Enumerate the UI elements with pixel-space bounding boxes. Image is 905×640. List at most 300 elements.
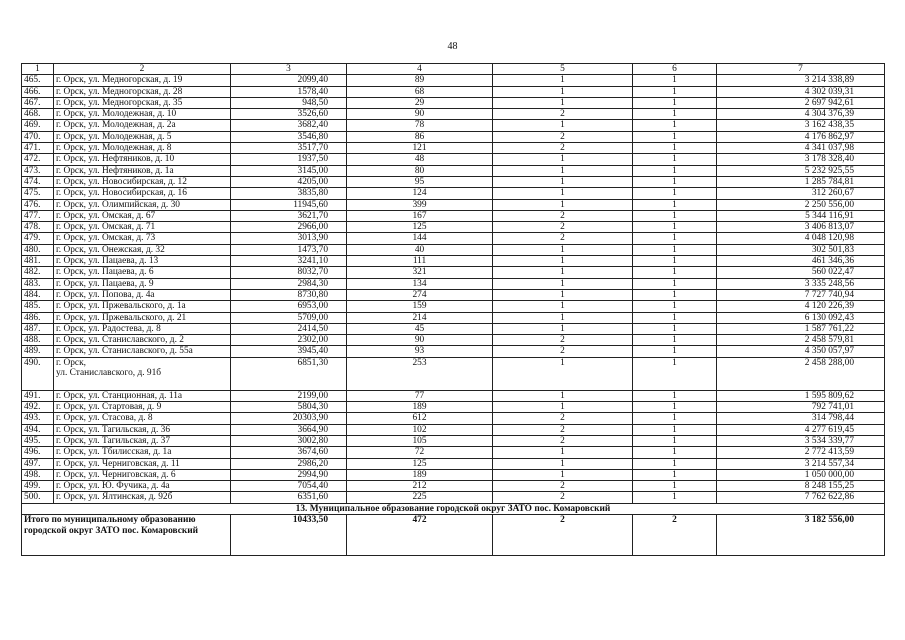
row-number: 466. <box>22 86 54 97</box>
cost: 1 050 000,00 <box>717 469 885 480</box>
col5-value: 2 <box>493 131 633 142</box>
area: 3013,90 <box>231 233 347 244</box>
address: г. Орск, ул. Станиславского, д. 2 <box>54 335 231 346</box>
col6-value: 1 <box>633 458 717 469</box>
column-header: 5 <box>493 64 633 75</box>
residents: 225 <box>347 492 493 503</box>
table-row <box>22 469 885 480</box>
table-row <box>22 143 885 154</box>
col5-value: 1 <box>493 447 633 458</box>
address: г. Орск, ул. Пацаева, д. 6 <box>54 267 231 278</box>
col5-value: 1 <box>493 176 633 187</box>
cost: 3 162 438,35 <box>717 120 885 131</box>
table-row <box>22 176 885 187</box>
col5-value: 2 <box>493 233 633 244</box>
table-row <box>22 244 885 255</box>
cost: 5 344 116,91 <box>717 210 885 221</box>
area: 3664,90 <box>231 424 347 435</box>
table-row <box>22 447 885 458</box>
table-body <box>22 64 885 504</box>
col6-value: 1 <box>633 267 717 278</box>
row-number: 490. <box>22 357 54 390</box>
table-row <box>22 357 885 390</box>
column-header: 7 <box>717 64 885 75</box>
cost: 7 727 740,94 <box>717 289 885 300</box>
col6-value: 1 <box>633 346 717 357</box>
table-footer <box>22 503 885 555</box>
residents: 321 <box>347 267 493 278</box>
col6-value: 1 <box>633 131 717 142</box>
col6-value: 1 <box>633 256 717 267</box>
table-row <box>22 120 885 131</box>
col6-value: 1 <box>633 390 717 401</box>
cost: 4 277 619,45 <box>717 424 885 435</box>
residents: 189 <box>347 469 493 480</box>
cost: 4 120 226,39 <box>717 301 885 312</box>
col6-value: 1 <box>633 97 717 108</box>
row-number: 489. <box>22 346 54 357</box>
total-area: 10433,50 <box>231 514 347 555</box>
row-number: 488. <box>22 335 54 346</box>
col5-value: 1 <box>493 323 633 334</box>
col5-value: 1 <box>493 199 633 210</box>
cost: 3 534 339,77 <box>717 435 885 446</box>
address: г. Орск, ул. Станционная, д. 11а <box>54 390 231 401</box>
col6-value: 1 <box>633 301 717 312</box>
table-row <box>22 199 885 210</box>
col5-value: 1 <box>493 267 633 278</box>
residents: 78 <box>347 120 493 131</box>
col5-value: 1 <box>493 188 633 199</box>
col6-value: 1 <box>633 120 717 131</box>
page-number: 48 <box>447 41 458 52</box>
area: 2099,40 <box>231 75 347 86</box>
area: 2984,30 <box>231 278 347 289</box>
row-number: 471. <box>22 143 54 154</box>
address: г. Орск, ул. Онежская, д. 32 <box>54 244 231 255</box>
row-number: 480. <box>22 244 54 255</box>
address: г. Орск, ул. Пржевальского, д. 1а <box>54 301 231 312</box>
area: 3526,60 <box>231 109 347 120</box>
residents: 95 <box>347 176 493 187</box>
col5-value: 2 <box>493 143 633 154</box>
col6-value: 1 <box>633 165 717 176</box>
address: г. Орск, ул. Пацаева, д. 9 <box>54 278 231 289</box>
area: 8032,70 <box>231 267 347 278</box>
col6-value: 1 <box>633 323 717 334</box>
column-header: 4 <box>347 64 493 75</box>
table-row <box>22 86 885 97</box>
table-row <box>22 256 885 267</box>
area: 3002,80 <box>231 435 347 446</box>
col6-value: 1 <box>633 154 717 165</box>
area: 1578,40 <box>231 86 347 97</box>
col5-value: 1 <box>493 244 633 255</box>
address: г. Орск, ул. Попова, д. 4а <box>54 289 231 300</box>
area: 4205,00 <box>231 176 347 187</box>
address: г. Орск, ул. Стартовая, д. 9 <box>54 402 231 413</box>
cost: 2 697 942,61 <box>717 97 885 108</box>
residents: 105 <box>347 435 493 446</box>
residents: 29 <box>347 97 493 108</box>
residents: 93 <box>347 346 493 357</box>
col6-value: 1 <box>633 357 717 390</box>
address: г. Орск, ул. Молодежная, д. 8 <box>54 143 231 154</box>
col5-value: 1 <box>493 289 633 300</box>
residents: 48 <box>347 154 493 165</box>
cost: 1 285 784,81 <box>717 176 885 187</box>
row-number: 465. <box>22 75 54 86</box>
col6-value: 1 <box>633 75 717 86</box>
table-row <box>22 312 885 323</box>
column-number-row <box>22 64 885 75</box>
residents: 189 <box>347 402 493 413</box>
address: г. Орск, ул. Новосибирская, д. 12 <box>54 176 231 187</box>
address: г. Орск, ул. Омская, д. 71 <box>54 222 231 233</box>
address: г. Орск, ул. Ялтинская, д. 92б <box>54 492 231 503</box>
residents: 90 <box>347 109 493 120</box>
row-number: 467. <box>22 97 54 108</box>
address: г. Орск, ул. Медногорская, д. 35 <box>54 97 231 108</box>
residents: 253 <box>347 357 493 390</box>
residents: 134 <box>347 278 493 289</box>
cost: 1 595 809,62 <box>717 390 885 401</box>
area: 5709,00 <box>231 312 347 323</box>
area: 5804,30 <box>231 402 347 413</box>
col5-value: 1 <box>493 301 633 312</box>
cost: 4 048 120,98 <box>717 233 885 244</box>
table-row <box>22 435 885 446</box>
table-row <box>22 75 885 86</box>
address: г. Орск, ул. Нефтяников, д. 10 <box>54 154 231 165</box>
col5-value: 1 <box>493 86 633 97</box>
address: г. Орск, ул. Ю. Фучика, д. 4а <box>54 481 231 492</box>
area: 3517,70 <box>231 143 347 154</box>
cost: 2 458 579,81 <box>717 335 885 346</box>
row-number: 496. <box>22 447 54 458</box>
residents: 167 <box>347 210 493 221</box>
row-number: 494. <box>22 424 54 435</box>
col5-value: 1 <box>493 469 633 480</box>
address: г. Орск, ул. Тагильская, д. 36 <box>54 424 231 435</box>
residents: 40 <box>347 244 493 255</box>
table-row <box>22 222 885 233</box>
address-line: г. Орск, <box>56 357 86 368</box>
area: 948,50 <box>231 97 347 108</box>
col6-value: 1 <box>633 188 717 199</box>
col5-value: 1 <box>493 357 633 390</box>
address: г. Орск, ул. Тбилисская, д. 1а <box>54 447 231 458</box>
col5-value: 2 <box>493 346 633 357</box>
residents: 124 <box>347 188 493 199</box>
table-row <box>22 267 885 278</box>
col6-value: 1 <box>633 335 717 346</box>
row-number: 475. <box>22 188 54 199</box>
area: 3945,40 <box>231 346 347 357</box>
col5-value: 1 <box>493 402 633 413</box>
table-row <box>22 424 885 435</box>
cost: 560 022,47 <box>717 267 885 278</box>
row-number: 473. <box>22 165 54 176</box>
area: 2302,00 <box>231 335 347 346</box>
table-row <box>22 346 885 357</box>
table-row <box>22 413 885 424</box>
address <box>54 357 231 390</box>
cost: 4 302 039,31 <box>717 86 885 97</box>
col6-value: 1 <box>633 176 717 187</box>
residents: 399 <box>347 199 493 210</box>
area: 2199,00 <box>231 390 347 401</box>
row-number: 484. <box>22 289 54 300</box>
residents: 144 <box>347 233 493 244</box>
residents: 159 <box>347 301 493 312</box>
cost: 302 501,83 <box>717 244 885 255</box>
cost: 4 176 862,97 <box>717 131 885 142</box>
area: 3241,10 <box>231 256 347 267</box>
table-row <box>22 154 885 165</box>
column-header: 1 <box>22 64 54 75</box>
residents: 111 <box>347 256 493 267</box>
row-number: 492. <box>22 402 54 413</box>
residents: 125 <box>347 458 493 469</box>
row-number: 482. <box>22 267 54 278</box>
total-people: 472 <box>347 514 493 555</box>
row-number: 491. <box>22 390 54 401</box>
col5-value: 2 <box>493 481 633 492</box>
cost: 312 260,67 <box>717 188 885 199</box>
col5-value: 2 <box>493 413 633 424</box>
col5-value: 1 <box>493 97 633 108</box>
section-header-row <box>22 503 885 514</box>
area: 1937,50 <box>231 154 347 165</box>
col5-value: 2 <box>493 435 633 446</box>
col6-value: 1 <box>633 210 717 221</box>
address: г. Орск, ул. Молодежная, д. 5 <box>54 131 231 142</box>
address: г. Орск, ул. Черниговская, д. 11 <box>54 458 231 469</box>
row-number: 478. <box>22 222 54 233</box>
col5-value: 2 <box>493 210 633 221</box>
residents: 68 <box>347 86 493 97</box>
area: 20303,90 <box>231 413 347 424</box>
area: 2994,90 <box>231 469 347 480</box>
cost: 3 178 328,40 <box>717 154 885 165</box>
address: г. Орск, ул. Черниговская, д. 6 <box>54 469 231 480</box>
residents: 102 <box>347 424 493 435</box>
row-number: 469. <box>22 120 54 131</box>
table-row <box>22 458 885 469</box>
area: 8730,80 <box>231 289 347 300</box>
address: г. Орск, ул. Медногорская, д. 28 <box>54 86 231 97</box>
col5-value: 1 <box>493 256 633 267</box>
residents: 72 <box>347 447 493 458</box>
cost: 2 458 288,00 <box>717 357 885 390</box>
row-number: 477. <box>22 210 54 221</box>
col6-value: 1 <box>633 143 717 154</box>
residents: 80 <box>347 165 493 176</box>
area: 1473,70 <box>231 244 347 255</box>
row-number: 476. <box>22 199 54 210</box>
col5-value: 1 <box>493 312 633 323</box>
col5-value: 1 <box>493 165 633 176</box>
cost: 461 346,36 <box>717 256 885 267</box>
table-row <box>22 233 885 244</box>
col5-value: 1 <box>493 120 633 131</box>
residents: 274 <box>347 289 493 300</box>
col6-value: 1 <box>633 233 717 244</box>
cost: 6 130 092,43 <box>717 312 885 323</box>
row-number: 468. <box>22 109 54 120</box>
table-row <box>22 335 885 346</box>
area: 2414,50 <box>231 323 347 334</box>
table-row <box>22 165 885 176</box>
cost: 3 214 557,34 <box>717 458 885 469</box>
section-title: 13. Муниципальное образование городской округ ЗАТО пос. Комаровский <box>22 503 885 514</box>
area: 3546,80 <box>231 131 347 142</box>
address: г. Орск, ул. Молодежная, д. 10 <box>54 109 231 120</box>
col6-value: 1 <box>633 278 717 289</box>
col5-value: 1 <box>493 75 633 86</box>
address-line: ул. Станиславского, д. 91б <box>56 368 162 379</box>
table-row <box>22 131 885 142</box>
col6-value: 1 <box>633 244 717 255</box>
table-row <box>22 109 885 120</box>
col6-value: 1 <box>633 492 717 503</box>
col6-value: 1 <box>633 199 717 210</box>
table-row <box>22 481 885 492</box>
residents: 612 <box>347 413 493 424</box>
total-label: Итого по муниципальному образованию городской округ ЗАТО пос. Комаровский <box>22 514 231 555</box>
col5-value: 2 <box>493 335 633 346</box>
residents: 45 <box>347 323 493 334</box>
cost: 792 741,01 <box>717 402 885 413</box>
area: 7054,40 <box>231 481 347 492</box>
row-number: 500. <box>22 492 54 503</box>
total-col6: 2 <box>633 514 717 555</box>
residents: 214 <box>347 312 493 323</box>
residents: 125 <box>347 222 493 233</box>
col5-value: 1 <box>493 278 633 289</box>
row-number: 485. <box>22 301 54 312</box>
table-row <box>22 210 885 221</box>
row-number: 481. <box>22 256 54 267</box>
row-number: 479. <box>22 233 54 244</box>
area: 11945,60 <box>231 199 347 210</box>
col6-value: 1 <box>633 447 717 458</box>
address: г. Орск, ул. Нефтяников, д. 1а <box>54 165 231 176</box>
area: 2986,20 <box>231 458 347 469</box>
cost: 2 772 413,59 <box>717 447 885 458</box>
col6-value: 1 <box>633 469 717 480</box>
cost: 2 250 556,00 <box>717 199 885 210</box>
area: 6953,00 <box>231 301 347 312</box>
cost: 1 587 761,22 <box>717 323 885 334</box>
col6-value: 1 <box>633 312 717 323</box>
address: г. Орск, ул. Омская, д. 73 <box>54 233 231 244</box>
table-row <box>22 188 885 199</box>
cost: 8 248 155,25 <box>717 481 885 492</box>
table-row <box>22 402 885 413</box>
cost: 314 798,44 <box>717 413 885 424</box>
col6-value: 1 <box>633 86 717 97</box>
address: г. Орск, ул. Новосибирская, д. 16 <box>54 188 231 199</box>
address: г. Орск, ул. Станиславского, д. 55а <box>54 346 231 357</box>
col6-value: 1 <box>633 435 717 446</box>
residents: 89 <box>347 75 493 86</box>
col6-value: 1 <box>633 222 717 233</box>
row-number: 499. <box>22 481 54 492</box>
address: г. Орск, ул. Пржевальского, д. 21 <box>54 312 231 323</box>
area: 3621,70 <box>231 210 347 221</box>
col6-value: 1 <box>633 424 717 435</box>
table-row <box>22 323 885 334</box>
col5-value: 1 <box>493 458 633 469</box>
register-table <box>21 63 885 556</box>
area: 2966,00 <box>231 222 347 233</box>
col6-value: 1 <box>633 481 717 492</box>
column-header: 3 <box>231 64 347 75</box>
cost: 4 304 376,39 <box>717 109 885 120</box>
residents: 86 <box>347 131 493 142</box>
area: 3835,80 <box>231 188 347 199</box>
address: г. Орск, ул. Молодежная, д. 2а <box>54 120 231 131</box>
area: 6851,30 <box>231 357 347 390</box>
total-col5: 2 <box>493 514 633 555</box>
row-number: 495. <box>22 435 54 446</box>
cost: 4 341 037,98 <box>717 143 885 154</box>
col5-value: 2 <box>493 492 633 503</box>
row-number: 498. <box>22 469 54 480</box>
cost: 7 762 622,86 <box>717 492 885 503</box>
address: г. Орск, ул. Тагильская, д. 37 <box>54 435 231 446</box>
col6-value: 1 <box>633 402 717 413</box>
col5-value: 2 <box>493 424 633 435</box>
table-row <box>22 278 885 289</box>
table-row <box>22 289 885 300</box>
table-row <box>22 97 885 108</box>
total-row <box>22 514 885 555</box>
row-number: 470. <box>22 131 54 142</box>
address: г. Орск, ул. Радостева, д. 8 <box>54 323 231 334</box>
col6-value: 1 <box>633 413 717 424</box>
table-row <box>22 492 885 503</box>
row-number: 486. <box>22 312 54 323</box>
row-number: 472. <box>22 154 54 165</box>
col5-value: 1 <box>493 390 633 401</box>
address: г. Орск, ул. Олимпийская, д. 30 <box>54 199 231 210</box>
residents: 77 <box>347 390 493 401</box>
row-number: 483. <box>22 278 54 289</box>
total-cost: 3 182 556,00 <box>717 514 885 555</box>
row-number: 487. <box>22 323 54 334</box>
row-number: 493. <box>22 413 54 424</box>
cost: 3 406 813,07 <box>717 222 885 233</box>
residents: 121 <box>347 143 493 154</box>
column-header: 2 <box>54 64 231 75</box>
cost: 5 232 925,55 <box>717 165 885 176</box>
residents: 212 <box>347 481 493 492</box>
address: г. Орск, ул. Омская, д. 67 <box>54 210 231 221</box>
cost: 3 214 338,89 <box>717 75 885 86</box>
column-header: 6 <box>633 64 717 75</box>
col6-value: 1 <box>633 289 717 300</box>
row-number: 474. <box>22 176 54 187</box>
col6-value: 1 <box>633 109 717 120</box>
area: 3674,60 <box>231 447 347 458</box>
address: г. Орск, ул. Пацаева, д. 13 <box>54 256 231 267</box>
col5-value: 2 <box>493 222 633 233</box>
row-number: 497. <box>22 458 54 469</box>
cost: 3 335 248,56 <box>717 278 885 289</box>
